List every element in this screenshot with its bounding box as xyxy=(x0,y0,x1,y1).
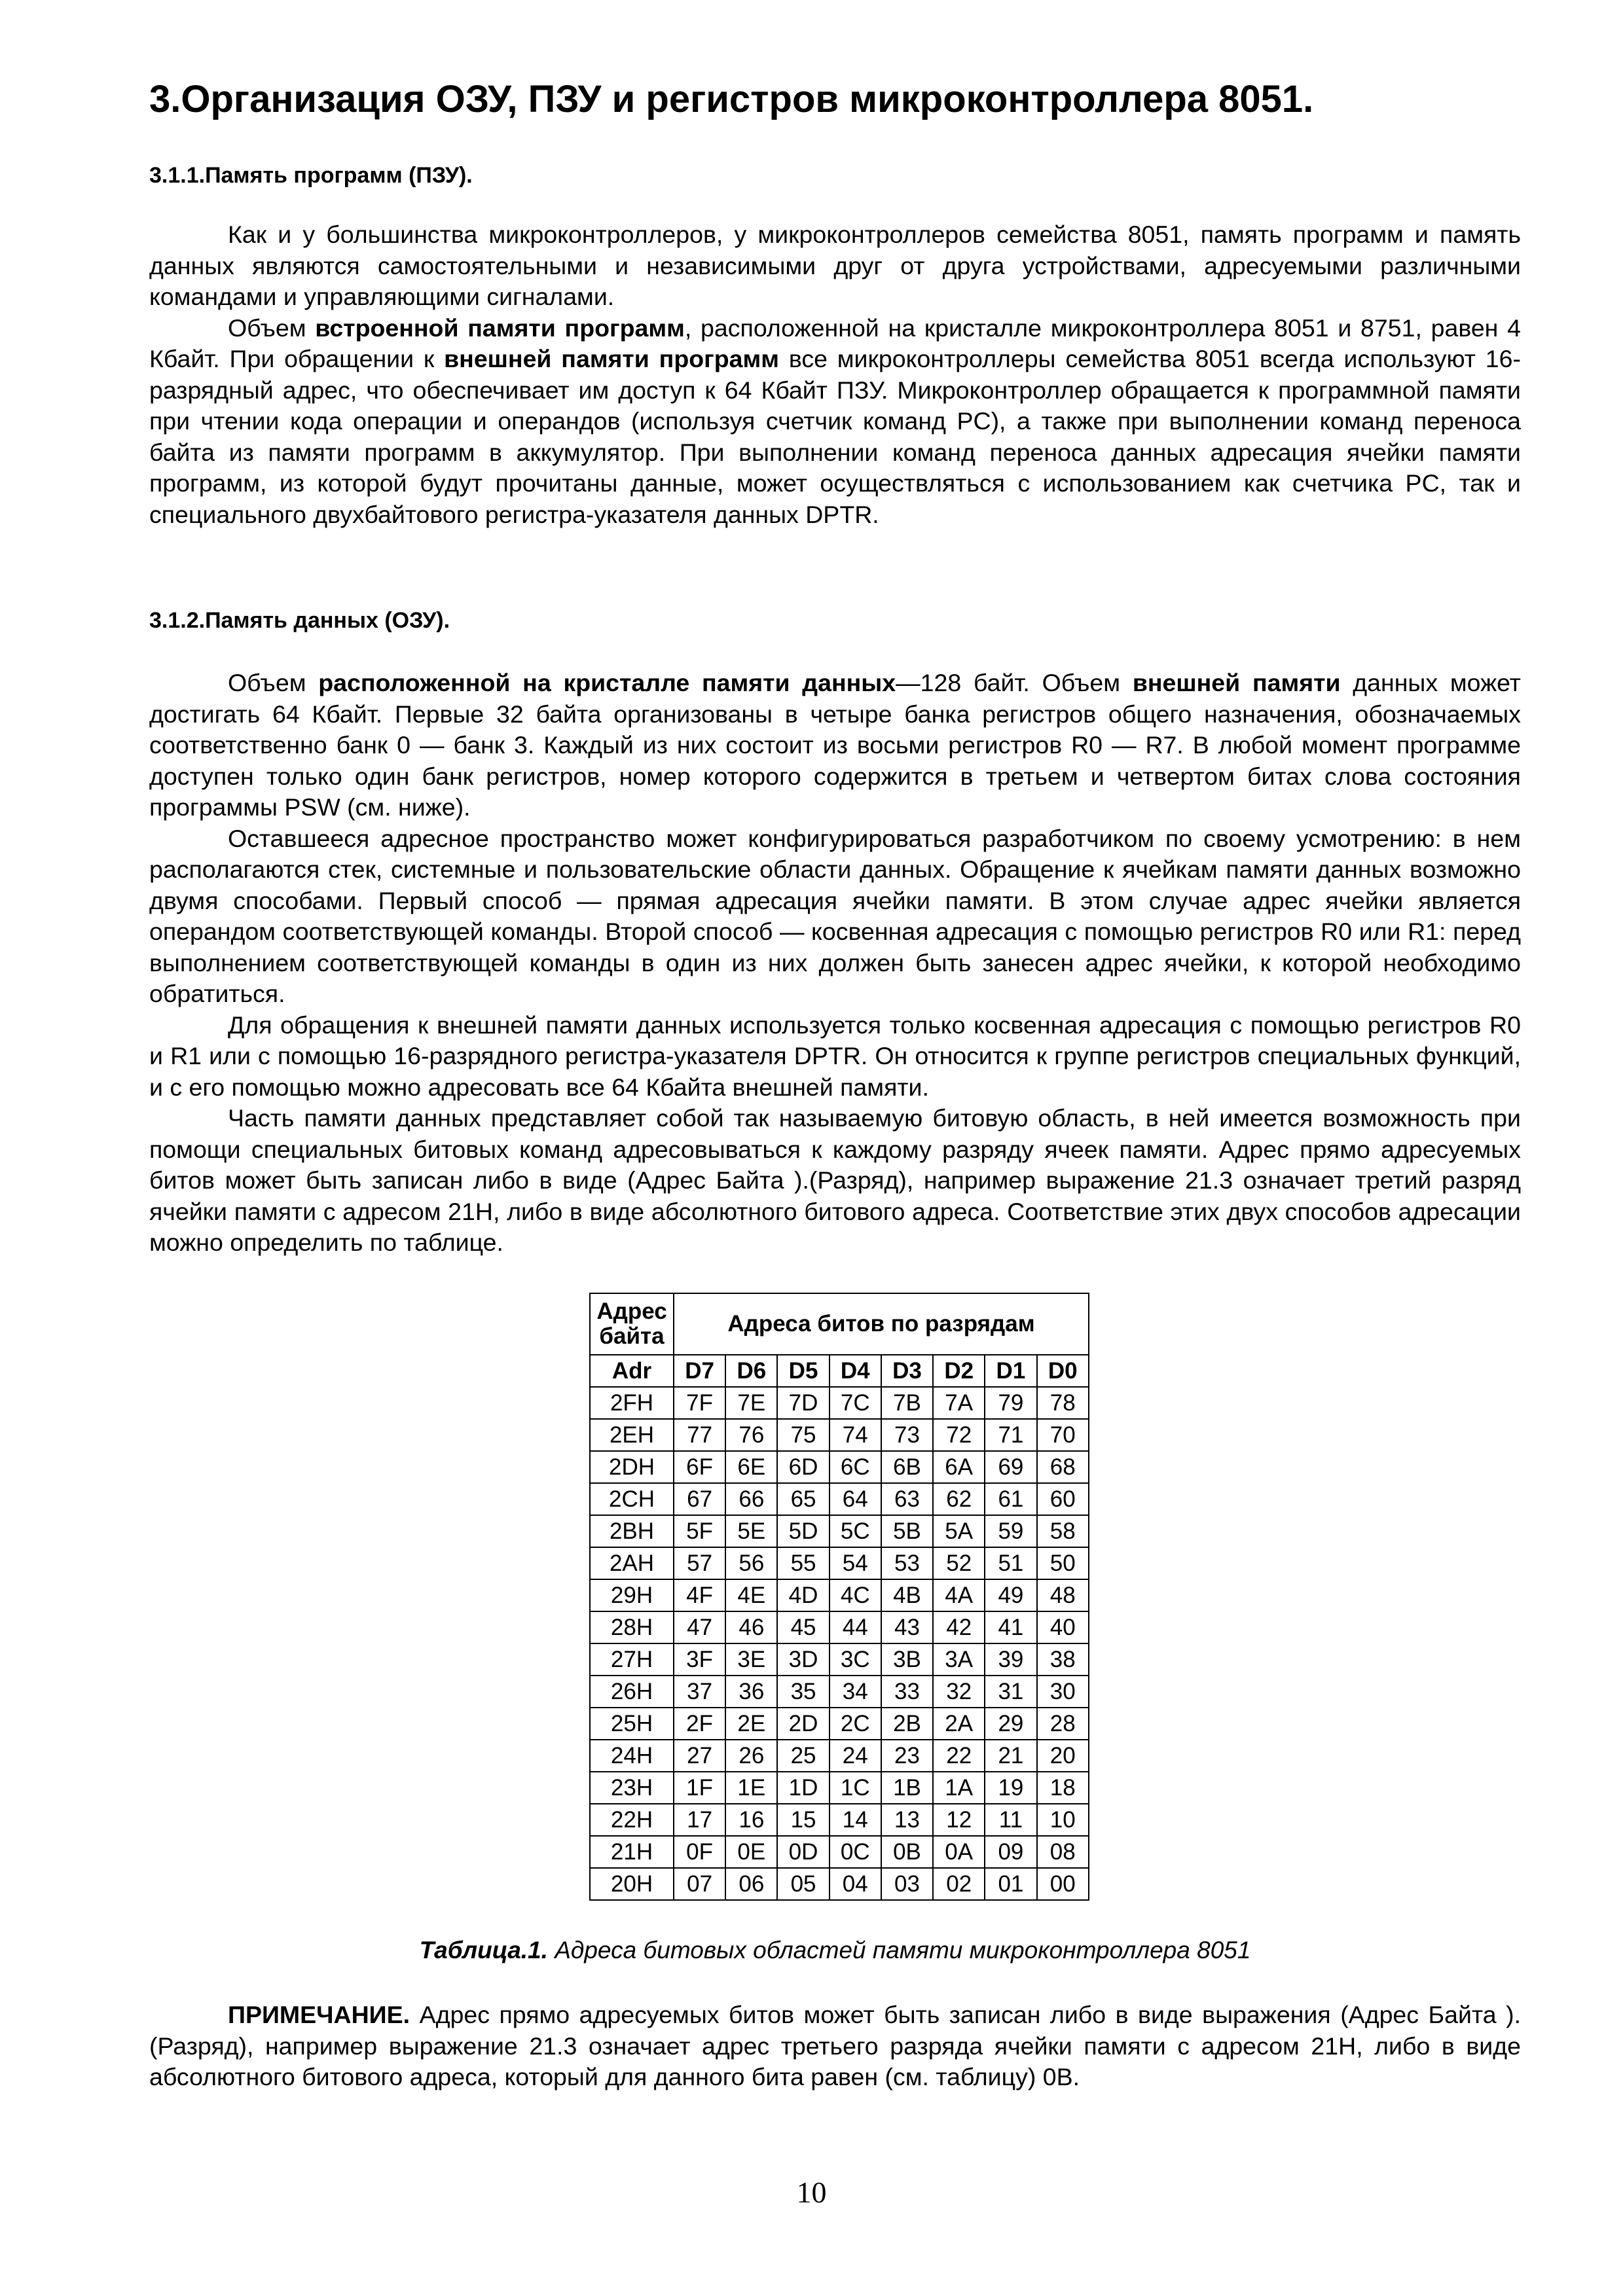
bit-address-cell: 1D xyxy=(777,1772,829,1804)
bit-address-cell: 07 xyxy=(674,1868,725,1900)
byte-address-cell: 2AH xyxy=(590,1547,674,1579)
byte-address-cell: 21H xyxy=(590,1836,674,1868)
table-row xyxy=(590,1547,1089,1579)
bit-address-cell: 4C xyxy=(830,1579,881,1611)
bit-address-cell: 22 xyxy=(933,1740,985,1772)
bit-address-cell: 51 xyxy=(985,1547,1036,1579)
bit-address-cell: 79 xyxy=(985,1387,1036,1419)
bit-address-cell: 19 xyxy=(985,1772,1036,1804)
page-title: 3.Организация ОЗУ, ПЗУ и регистров микроконтроллера 8051. xyxy=(149,78,1314,120)
bit-address-cell: 23 xyxy=(881,1740,933,1772)
bit-address-cell: 35 xyxy=(777,1676,829,1708)
byte-address-cell: 2DH xyxy=(590,1451,674,1483)
bit-address-cell: 3A xyxy=(933,1643,985,1676)
bit-address-cell: 58 xyxy=(1037,1515,1089,1547)
bit-address-cell: 77 xyxy=(674,1419,725,1451)
paragraph xyxy=(149,2000,1521,2093)
bit-address-cell: 17 xyxy=(674,1804,725,1836)
bit-address-cell: 74 xyxy=(830,1419,881,1451)
bit-address-cell: 00 xyxy=(1037,1868,1089,1900)
bit-address-cell: 63 xyxy=(881,1483,933,1515)
bit-address-cell: 08 xyxy=(1037,1836,1089,1868)
bit-address-cell: 34 xyxy=(830,1676,881,1708)
table-row xyxy=(590,1868,1089,1900)
bit-address-cell: 2B xyxy=(881,1708,933,1740)
column-header: D2 xyxy=(933,1355,985,1387)
paragraph xyxy=(149,668,1521,823)
byte-address-cell: 25H xyxy=(590,1708,674,1740)
bit-address-cell: 7D xyxy=(777,1387,829,1419)
table-row xyxy=(590,1387,1089,1419)
table-row xyxy=(590,1611,1089,1643)
note-block xyxy=(149,2000,1521,2093)
bit-addresses-header: Адреса битов по разрядам xyxy=(674,1293,1089,1355)
bit-address-cell: 3E xyxy=(725,1643,777,1676)
column-header: D6 xyxy=(725,1355,777,1387)
bit-address-cell: 04 xyxy=(830,1868,881,1900)
paragraph xyxy=(149,313,1521,531)
bit-address-cell: 1C xyxy=(830,1772,881,1804)
bit-address-cell: 1F xyxy=(674,1772,725,1804)
bit-address-cell: 68 xyxy=(1037,1451,1089,1483)
column-header: D3 xyxy=(881,1355,933,1387)
bit-address-cell: 75 xyxy=(777,1419,829,1451)
table-row xyxy=(590,1708,1089,1740)
bit-address-cell: 14 xyxy=(830,1804,881,1836)
text-run: Объем xyxy=(228,669,319,696)
bold-term: расположенной на кристалле памяти данных xyxy=(318,669,896,696)
bit-address-cell: 2F xyxy=(674,1708,725,1740)
bit-address-cell: 59 xyxy=(985,1515,1036,1547)
text-run: Объем xyxy=(228,314,316,342)
bit-address-cell: 06 xyxy=(725,1868,777,1900)
bit-address-cell: 55 xyxy=(777,1547,829,1579)
bit-address-cell: 20 xyxy=(1037,1740,1089,1772)
byte-address-cell: 26H xyxy=(590,1676,674,1708)
bit-address-cell: 3F xyxy=(674,1643,725,1676)
column-header: D7 xyxy=(674,1355,725,1387)
bit-address-cell: 37 xyxy=(674,1676,725,1708)
table-column-row xyxy=(590,1355,1089,1387)
bit-address-cell: 3D xyxy=(777,1643,829,1676)
bit-address-cell: 27 xyxy=(674,1740,725,1772)
bit-address-cell: 32 xyxy=(933,1676,985,1708)
table-row xyxy=(590,1515,1089,1547)
bit-address-cell: 26 xyxy=(725,1740,777,1772)
bit-address-cell: 46 xyxy=(725,1611,777,1643)
bit-address-cell: 13 xyxy=(881,1804,933,1836)
bit-address-cell: 3B xyxy=(881,1643,933,1676)
header-text: байта xyxy=(599,1323,665,1349)
bit-address-cell: 10 xyxy=(1037,1804,1089,1836)
bit-address-cell: 56 xyxy=(725,1547,777,1579)
bit-address-cell: 21 xyxy=(985,1740,1036,1772)
bit-address-cell: 70 xyxy=(1037,1419,1089,1451)
bit-address-cell: 57 xyxy=(674,1547,725,1579)
bit-address-cell: 6C xyxy=(830,1451,881,1483)
table-row xyxy=(590,1451,1089,1483)
byte-address-header xyxy=(590,1293,674,1355)
section-data-memory-text xyxy=(149,668,1521,1259)
bit-address-cell: 53 xyxy=(881,1547,933,1579)
bit-address-cell: 50 xyxy=(1037,1547,1089,1579)
text-run: , расположенной на кристалле микроконтроллера 8051 и 8751, равен 4 Кбайт. При обращении к xyxy=(149,314,1521,372)
table-header-row xyxy=(590,1293,1089,1355)
bit-address-cell: 4B xyxy=(881,1579,933,1611)
bit-address-cell: 1B xyxy=(881,1772,933,1804)
bit-address-cell: 44 xyxy=(830,1611,881,1643)
text-run: —128 байт. Объем xyxy=(896,669,1133,696)
bit-address-cell: 47 xyxy=(674,1611,725,1643)
bit-address-cell: 2E xyxy=(725,1708,777,1740)
byte-address-cell: 22H xyxy=(590,1804,674,1836)
paragraph: Оставшееся адресное пространство может конфигурироваться разработчиком по своему усмотрению: в нем располагаются стек, системные и пользовательские области данных. Обращение к ячейкам памяти данных возможно двумя способами. Первый способ — прямая адресация ячейки памяти. В этом случае адрес ячейки является операндом соответствующей команды. Второй способ — косвенная адресация с помощью регистров R0 или R1: перед выполнением соответствующей команды в один из них должен быть занесен адрес ячейки, к которой необходимо обратиться. xyxy=(149,824,1521,1007)
bit-address-cell: 52 xyxy=(933,1547,985,1579)
bit-address-cell: 43 xyxy=(881,1611,933,1643)
bit-address-cell: 29 xyxy=(985,1708,1036,1740)
byte-address-cell: 29H xyxy=(590,1579,674,1611)
bit-address-cell: 03 xyxy=(881,1868,933,1900)
bit-address-cell: 30 xyxy=(1037,1676,1089,1708)
bold-term: встроенной памяти программ xyxy=(315,314,685,342)
bit-address-cell: 78 xyxy=(1037,1387,1089,1419)
bit-address-cell: 4F xyxy=(674,1579,725,1611)
bit-address-cell: 09 xyxy=(985,1836,1036,1868)
bit-address-cell: 01 xyxy=(985,1868,1036,1900)
bit-address-cell: 1A xyxy=(933,1772,985,1804)
column-header: D1 xyxy=(985,1355,1036,1387)
note-label: ПРИМЕЧАНИЕ. xyxy=(228,2001,410,2028)
bit-address-cell: 18 xyxy=(1037,1772,1089,1804)
byte-address-cell: 23H xyxy=(590,1772,674,1804)
bit-address-cell: 54 xyxy=(830,1547,881,1579)
note-text: Адрес прямо адресуемых битов может быть записан либо в виде выражения (Адрес Байта ).(Разряд), например выражение 21.3 означает адрес третьего разряда ячейки памяти с адресом 21Н, либо в виде абсолютного битового адреса, который для данного бита равен (см. таблицу) 0В. xyxy=(149,2001,1521,2090)
bit-address-cell: 2A xyxy=(933,1708,985,1740)
table-row xyxy=(590,1836,1089,1868)
section-heading-program-memory: 3.1.1.Память программ (ПЗУ). xyxy=(149,163,473,188)
paragraph: Для обращения к внешней памяти данных используется только косвенная адресация с помощью регистров R0 и R1 или с помощью 16-разрядного регистра-указателя DPTR. Он относится к группе регистров специальных функций, и с его помощью можно адресовать все 64 Кбайта внешней памяти. xyxy=(149,1011,1521,1101)
byte-address-cell: 20H xyxy=(590,1868,674,1900)
section-heading-data-memory: 3.1.2.Память данных (ОЗУ). xyxy=(149,608,450,633)
byte-address-cell: 2FH xyxy=(590,1387,674,1419)
column-header: Adr xyxy=(590,1355,674,1387)
paragraph: Как и у большинства микроконтроллеров, у микроконтроллеров семейства 8051, память программ и память данных являются самостоятельными и независимыми друг от друга устройствами, адресуемыми различными командами и управляющими сигналами. xyxy=(149,221,1521,310)
bit-address-cell: 1E xyxy=(725,1772,777,1804)
byte-address-cell: 24H xyxy=(590,1740,674,1772)
bit-address-cell: 64 xyxy=(830,1483,881,1515)
bit-address-cell: 76 xyxy=(725,1419,777,1451)
page-number: 10 xyxy=(796,2176,827,2209)
byte-address-cell: 2CH xyxy=(590,1483,674,1515)
bit-address-cell: 11 xyxy=(985,1804,1036,1836)
bit-address-cell: 16 xyxy=(725,1804,777,1836)
bit-address-cell: 7F xyxy=(674,1387,725,1419)
bit-address-cell: 25 xyxy=(777,1740,829,1772)
bit-address-cell: 6D xyxy=(777,1451,829,1483)
bit-address-cell: 0C xyxy=(830,1836,881,1868)
caption-label: Таблица.1. xyxy=(419,1937,548,1964)
bit-address-cell: 49 xyxy=(985,1579,1036,1611)
bit-address-cell: 5E xyxy=(725,1515,777,1547)
table-row xyxy=(590,1483,1089,1515)
bit-address-cell: 2C xyxy=(830,1708,881,1740)
bit-address-cell: 4A xyxy=(933,1579,985,1611)
bold-term: внешней памяти xyxy=(1132,669,1341,696)
bit-address-cell: 15 xyxy=(777,1804,829,1836)
bit-address-cell: 48 xyxy=(1037,1579,1089,1611)
byte-address-cell: 27H xyxy=(590,1643,674,1676)
bit-address-cell: 05 xyxy=(777,1868,829,1900)
bit-address-cell: 33 xyxy=(881,1676,933,1708)
bit-address-cell: 36 xyxy=(725,1676,777,1708)
bit-address-cell: 5F xyxy=(674,1515,725,1547)
text-run: данных может достигать 64 Кбайт. Первые 32 байта организованы в четыре банка регистров общего назначения, обозначаемых соответственно банк 0 — банк 3. Каждый из них состоит из восьми регистров R0 — R7. В любой момент программе доступен только один банк регистров, номер которого содержится в третьем и четвертом битах слова состояния программы PSW (см. ниже). xyxy=(149,669,1521,821)
bit-address-cell: 24 xyxy=(830,1740,881,1772)
bit-address-cell: 69 xyxy=(985,1451,1036,1483)
bit-address-cell: 02 xyxy=(933,1868,985,1900)
bit-address-cell: 62 xyxy=(933,1483,985,1515)
bit-address-cell: 3C xyxy=(830,1643,881,1676)
table-row xyxy=(590,1676,1089,1708)
bit-address-cell: 12 xyxy=(933,1804,985,1836)
bit-address-cell: 7E xyxy=(725,1387,777,1419)
byte-address-cell: 2BH xyxy=(590,1515,674,1547)
column-header: D5 xyxy=(777,1355,829,1387)
bit-address-cell: 5A xyxy=(933,1515,985,1547)
bit-address-cell: 0F xyxy=(674,1836,725,1868)
bit-address-cell: 39 xyxy=(985,1643,1036,1676)
bit-address-cell: 28 xyxy=(1037,1708,1089,1740)
bit-address-cell: 5D xyxy=(777,1515,829,1547)
bit-address-cell: 6E xyxy=(725,1451,777,1483)
bit-address-cell: 40 xyxy=(1037,1611,1089,1643)
text-run: все микроконтроллеры семейства 8051 всегда используют 16-разрядный адрес, что обеспечивает им доступ к 64 Кбайт ПЗУ. Микроконтроллер обращается к программной памяти при чтении кода операции и операндов (используя счетчик команд PC), а также при выполнении команд переноса байта из памяти программ в аккумулятор. При выполнении команд переноса данных адресация ячейки памяти программ, из которой будут прочитаны данные, может осуществляться с использованием как счетчика PC, так и специального двухбайтового регистра-указателя данных DPTR. xyxy=(149,345,1521,528)
bit-address-cell: 5C xyxy=(830,1515,881,1547)
caption-text: Адреса битовых областей памяти микроконтроллера 8051 xyxy=(547,1937,1251,1964)
header-text: Адрес xyxy=(596,1299,667,1324)
bit-address-cell: 6F xyxy=(674,1451,725,1483)
bit-address-cell: 0D xyxy=(777,1836,829,1868)
table-row xyxy=(590,1643,1089,1676)
bit-address-cell: 6A xyxy=(933,1451,985,1483)
bit-address-cell: 60 xyxy=(1037,1483,1089,1515)
table-row xyxy=(590,1772,1089,1804)
bit-address-cell: 72 xyxy=(933,1419,985,1451)
bit-address-cell: 73 xyxy=(881,1419,933,1451)
bit-address-cell: 4E xyxy=(725,1579,777,1611)
bit-address-cell: 45 xyxy=(777,1611,829,1643)
bit-address-cell: 38 xyxy=(1037,1643,1089,1676)
bit-address-cell: 7A xyxy=(933,1387,985,1419)
bit-address-cell: 42 xyxy=(933,1611,985,1643)
bit-address-cell: 31 xyxy=(985,1676,1036,1708)
byte-address-cell: 28H xyxy=(590,1611,674,1643)
bit-address-cell: 66 xyxy=(725,1483,777,1515)
bit-address-cell: 0B xyxy=(881,1836,933,1868)
section-program-memory-text xyxy=(149,219,1521,530)
table-caption xyxy=(149,1934,1521,1967)
bit-address-cell: 4D xyxy=(777,1579,829,1611)
bit-address-cell: 71 xyxy=(985,1419,1036,1451)
bit-address-cell: 67 xyxy=(674,1483,725,1515)
bit-address-cell: 41 xyxy=(985,1611,1036,1643)
bit-address-table xyxy=(589,1293,1089,1901)
paragraph: Часть памяти данных представляет собой так называемую битовую область, в ней имеется возможность при помощи специальных битовых команд адресовываться к каждому разряду ячеек памяти. Адрес прямо адресуемых битов может быть записан либо в виде (Адрес Байта ).(Разряд), например выражение 21.3 означает третий разряд ячейки памяти с адресом 21Н, либо в виде абсолютного битового адреса. Соответствие этих двух способов адресации можно определить по таблице. xyxy=(149,1104,1521,1256)
bit-address-cell: 61 xyxy=(985,1483,1036,1515)
bit-address-cell: 7C xyxy=(830,1387,881,1419)
byte-address-cell: 2EH xyxy=(590,1419,674,1451)
table-row xyxy=(590,1579,1089,1611)
bold-term: внешней памяти программ xyxy=(444,345,780,372)
table-row xyxy=(590,1740,1089,1772)
table-row xyxy=(590,1804,1089,1836)
bit-address-cell: 7B xyxy=(881,1387,933,1419)
bit-address-cell: 65 xyxy=(777,1483,829,1515)
bit-address-cell: 0A xyxy=(933,1836,985,1868)
bit-address-cell: 0E xyxy=(725,1836,777,1868)
column-header: D4 xyxy=(830,1355,881,1387)
table-row xyxy=(590,1419,1089,1451)
bit-address-cell: 6B xyxy=(881,1451,933,1483)
bit-address-cell: 5B xyxy=(881,1515,933,1547)
column-header: D0 xyxy=(1037,1355,1089,1387)
bit-address-cell: 2D xyxy=(777,1708,829,1740)
